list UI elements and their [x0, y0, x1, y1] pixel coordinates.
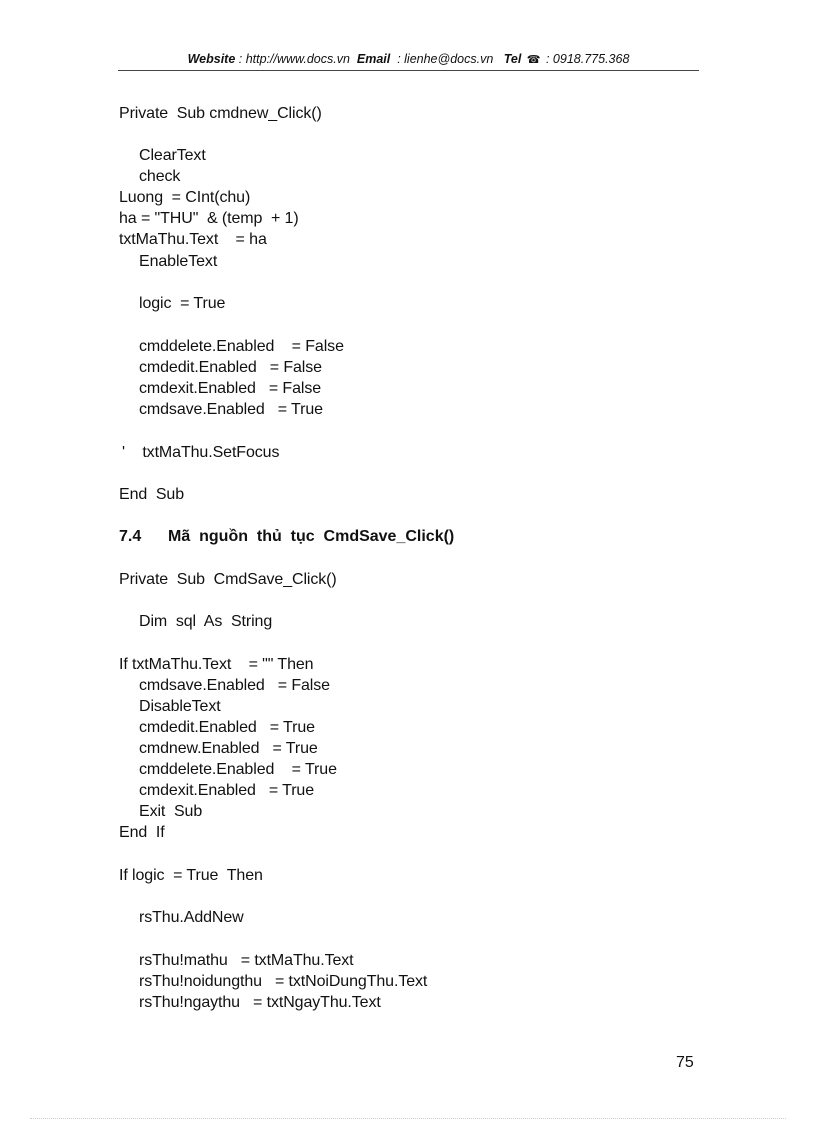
code-line: Private Sub cmdnew_Click(): [119, 105, 322, 122]
code-line: cmdexit.Enabled = False: [139, 380, 322, 397]
section-title: Mã nguồn thủ tục CmdSave_Click(): [168, 528, 455, 545]
code-line: End If: [119, 824, 165, 841]
code-comment-line: ' txtMaThu.SetFocus: [122, 444, 280, 461]
code-line: Dim sql As String: [139, 613, 273, 630]
page-header: [118, 50, 699, 71]
code-line: cmdnew.Enabled = True: [139, 740, 318, 757]
code-line: txtMaThu.Text = ha: [119, 231, 267, 248]
code-line: If txtMaThu.Text = "" Then: [119, 656, 314, 673]
page-number: 75: [676, 1054, 694, 1071]
code-line: cmdsave.Enabled = True: [139, 401, 323, 418]
tel-label: Tel: [503, 52, 522, 66]
section-number: 7.4: [119, 528, 142, 545]
code-line: cmdedit.Enabled = True: [139, 719, 315, 736]
code-line: cmddelete.Enabled = False: [139, 338, 344, 355]
code-line: logic = True: [139, 295, 226, 312]
section-heading: [119, 527, 454, 547]
code-line: cmdsave.Enabled = False: [139, 677, 330, 694]
code-line: ClearText: [139, 147, 206, 164]
bottom-divider: [30, 1118, 786, 1119]
email-value: : lienhe@docs.vn: [397, 52, 494, 66]
code-line: Private Sub CmdSave_Click(): [119, 571, 337, 588]
email-label: Email: [356, 52, 391, 66]
code-line: rsThu!ngaythu = txtNgayThu.Text: [139, 994, 381, 1011]
code-line: Luong = CInt(chu): [119, 189, 251, 206]
telephone-icon: ☎: [526, 54, 541, 66]
code-line: DisableText: [139, 698, 221, 715]
code-line: End Sub: [119, 486, 185, 503]
code-line: cmdexit.Enabled = True: [139, 782, 315, 799]
code-line: If logic = True Then: [119, 867, 263, 884]
code-line: rsThu.AddNew: [139, 909, 244, 926]
code-line: cmddelete.Enabled = True: [139, 761, 337, 778]
code-line: rsThu!noidungthu = txtNoiDungThu.Text: [139, 973, 428, 990]
code-line: check: [139, 168, 181, 185]
code-line: rsThu!mathu = txtMaThu.Text: [139, 952, 354, 969]
tel-value: : 0918.775.368: [545, 52, 630, 66]
code-line: cmdedit.Enabled = False: [139, 359, 322, 376]
code-line: Exit Sub: [139, 803, 203, 820]
code-line: EnableText: [139, 253, 218, 270]
website-value: : http://www.docs.vn: [238, 52, 350, 66]
code-line: ha = "THU" & (temp + 1): [119, 210, 299, 227]
website-label: Website: [187, 52, 236, 66]
